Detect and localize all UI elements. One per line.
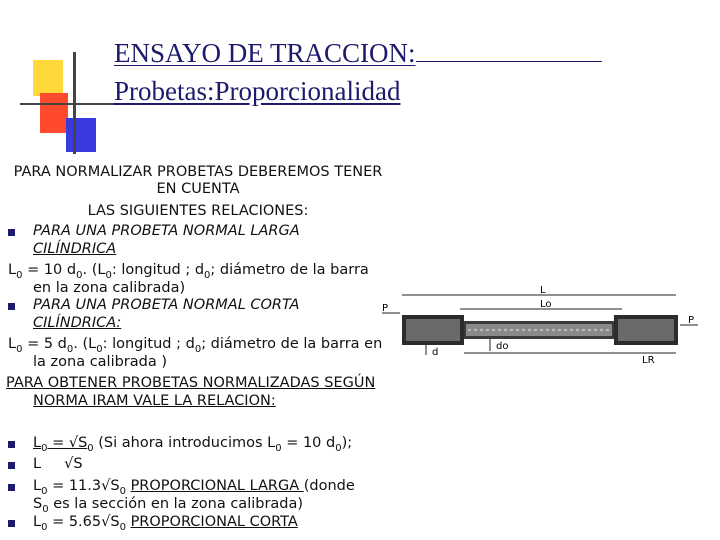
relation-3: $L_0 = 11.3√S_0$ PROPORCIONAL LARGA (donde — [33, 478, 355, 497]
bullet-marker — [8, 229, 15, 236]
larga-formula-2: en la zona calibrada) — [33, 280, 186, 296]
left-grip-texture — [406, 319, 460, 341]
larga-formula: $L_0 = 10$ $d_0$. ($L_0$: longitud ; $d_0$; diámetro de la barra — [8, 262, 369, 281]
bullet-marker — [8, 441, 15, 448]
corta-formula-2: la zona calibrada ) — [33, 354, 168, 370]
intro-line2: EN CUENTA — [156, 181, 240, 197]
label-lr: LR — [642, 355, 655, 366]
slide-title-line1: ENSAYO DE TRACCION: — [114, 38, 602, 69]
relation-1: $L_0 = √S_0$ (Si ahora introducimos $L_0 = 10$ $d_0$); — [33, 435, 353, 454]
norma-line2: NORMA IRAM VALE LA RELACION: — [33, 393, 276, 409]
norma-line1: PARA OBTENER PROBETAS NORMALIZADAS SEGÚN — [6, 375, 376, 391]
decor-red-square — [40, 93, 68, 133]
label-d0: do — [496, 341, 509, 352]
specimen-diagram — [380, 283, 700, 368]
label-p-right: P — [688, 315, 695, 326]
intro-line3: LAS SIGUIENTES RELACIONES: — [87, 203, 309, 219]
corta-heading-2: CILÍNDRICA: — [33, 315, 122, 331]
bullet-marker — [8, 520, 15, 527]
slide-title-line2: Probetas:Proporcionalidad — [114, 76, 401, 106]
corta-formula: $L_0 = 5$ $d_0$. ($L_0$: longitud ; $d_0$; diámetro de la barra en — [8, 336, 383, 355]
right-grip-texture — [618, 319, 674, 341]
relation-4: $L_0 = 5.65√S_0$ PROPORCIONAL CORTA — [33, 514, 298, 533]
relation-3-line2: $S_0$ es la sección en la zona calibrada) — [33, 496, 304, 515]
decor-horizontal-line — [20, 103, 122, 105]
relation-2: L √S — [33, 456, 83, 472]
bullet-marker — [8, 303, 15, 310]
larga-heading: PARA UNA PROBETA NORMAL LARGA — [33, 223, 300, 239]
corta-heading: PARA UNA PROBETA NORMAL CORTA — [33, 297, 300, 313]
larga-heading-2: CILÍNDRICA — [33, 241, 117, 257]
label-l0: Lo — [540, 299, 552, 310]
label-d: d — [432, 347, 439, 358]
label-l: L — [540, 285, 546, 296]
intro-line1: PARA NORMALIZAR PROBETAS DEBEREMOS TENER — [13, 164, 383, 180]
decor-blue-square — [66, 118, 96, 152]
decor-yellow-square — [33, 60, 63, 96]
bullet-marker — [8, 462, 15, 469]
label-p-left: P — [382, 303, 389, 314]
bullet-marker — [8, 484, 15, 491]
